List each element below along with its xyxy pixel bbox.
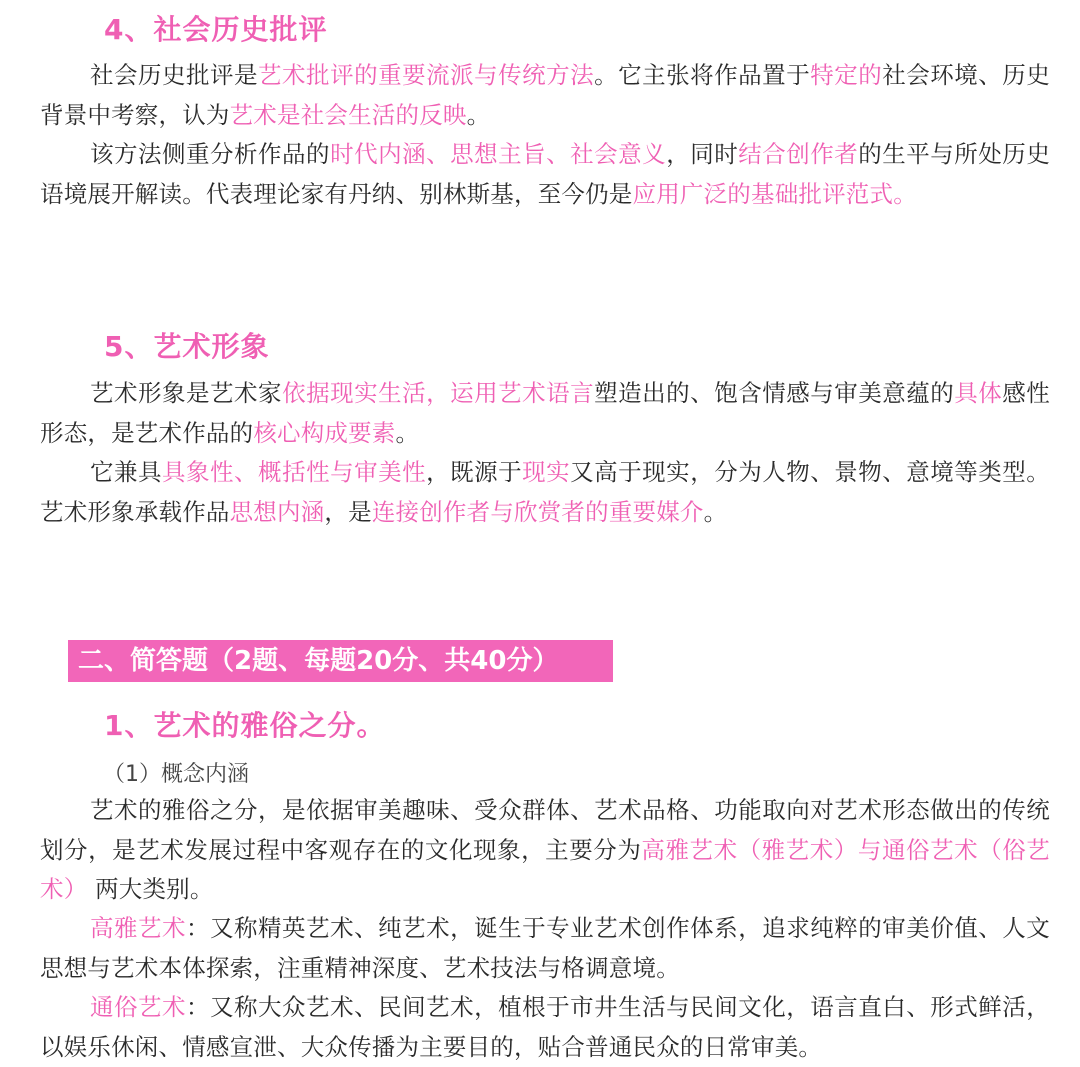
part-two-banner: 二、简答题（2题、每题20分、共40分） (68, 640, 613, 682)
body-text: 又高于现实，分为人物、景物、意境等类型。艺术形象承载作品 (40, 458, 1050, 526)
body-text: 。 (466, 100, 491, 129)
highlighted-text: 高雅艺术（雅艺术）与通俗艺术（俗艺术） (40, 835, 1051, 903)
body-text: 社会环境、历史背景中考察，认为 (40, 61, 1050, 129)
body-text: 该方法侧重分析作品的 (90, 140, 331, 168)
highlighted-text: 现实 (522, 458, 571, 486)
highlighted-text: 依据现实生活，运用艺术语言 (282, 379, 595, 407)
body-text: 塑造出的、饱含情感与审美意蕴的 (594, 379, 955, 407)
highlighted-text: 艺术批评的重要流派与传统方法 (258, 61, 595, 89)
highlighted-text: 时代内涵、思想主旨、社会意义 (330, 140, 667, 168)
body-text: 。它主张将作品置于 (594, 61, 811, 89)
paragraph-artistic-image-2 (40, 453, 1050, 532)
body-text: ，同时 (666, 140, 739, 168)
highlighted-text: 通俗艺术 (90, 993, 187, 1021)
body-text: ：又称大众艺术、民间艺术，植根于市井生活与民间文化，语言直白、形式鲜活，以娱乐休闲、情感宣泄、大众传播为主要目的，贴合普通民众的日常审美。 (40, 993, 1050, 1061)
section-heading-social-historical-criticism: 4、社会历史批评 (104, 13, 328, 46)
highlighted-text: 结合创作者 (738, 140, 859, 168)
highlighted-text: 思想内涵 (229, 497, 325, 526)
paragraph-elegance-vulgarity-1 (40, 791, 1050, 910)
paragraph-high-art (40, 909, 1050, 988)
body-text: ，是 (324, 497, 372, 526)
body-text: 艺术形象是艺术家 (90, 379, 283, 407)
body-text: 社会历史批评是 (90, 61, 259, 89)
paragraph-social-historical-1 (40, 56, 1050, 135)
sub-heading-text: （1）概念内涵 (103, 762, 249, 787)
sub-heading-concept (103, 757, 249, 788)
highlighted-text: 具体 (954, 379, 1003, 407)
highlighted-text: 具象性、概括性与审美性 (162, 458, 427, 486)
body-text: 的生平与所处历史语境展开解读。代表理论家有丹纳、别林斯基，至今仍是 (40, 140, 1051, 208)
paragraph-artistic-image-1 (40, 374, 1050, 453)
body-text: ，既源于 (426, 458, 523, 486)
body-text: 感性形态，是艺术作品的 (40, 379, 1050, 447)
highlighted-text: 高雅艺术 (90, 914, 187, 942)
highlighted-text: 应用广泛的基础批评范式。 (632, 179, 917, 208)
highlighted-text: 特定的 (810, 61, 883, 89)
question-one-heading: 1、艺术的雅俗之分。 (104, 709, 386, 742)
highlighted-text: 核心构成要素 (253, 418, 396, 447)
highlighted-text: 艺术是社会生活的反映 (229, 100, 467, 129)
body-text: 艺术的雅俗之分，是依据审美趣味、受众群体、艺术品格、功能取向对艺术形态做出的传统划分，是艺术发展过程中客观存在的文化现象，主要分为 (40, 796, 1050, 864)
section-heading-artistic-image: 5、艺术形象 (104, 330, 270, 363)
highlighted-text: 连接创作者与欣赏者的重要媒介 (371, 497, 704, 526)
body-text: 两大类别。 (87, 875, 214, 903)
body-text: 。 (395, 418, 420, 447)
body-text: ：又称精英艺术、纯艺术，诞生于专业艺术创作体系，追求纯粹的审美价值、人文思想与艺术本体探索，注重精神深度、艺术技法与格调意境。 (40, 914, 1050, 982)
paragraph-social-historical-2 (40, 135, 1050, 214)
body-text: 它兼具 (90, 458, 163, 486)
body-text: 。 (703, 497, 728, 526)
paragraph-popular-art (40, 988, 1050, 1067)
